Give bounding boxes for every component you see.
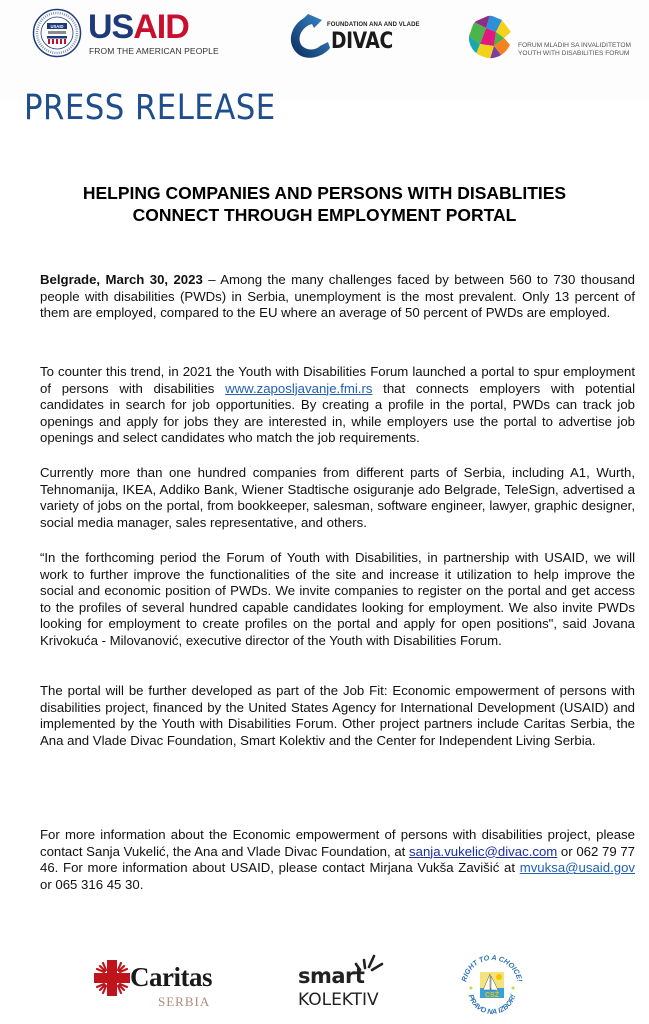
caritas-wordmark: Caritas xyxy=(130,962,212,992)
usaid-word-us: US xyxy=(88,8,134,46)
paragraph-portal-text-2: that connects employers with potential candidates in search for job opportunities. By creating a profile in the portal, PWDs can track job openings and apply for jobs they are interested in, while employers use the portal to advertise job openings and select candidates who match the job requirements. xyxy=(40,380,635,446)
headline-line1: HELPING COMPANIES AND PERSONS WITH DISABLITIES xyxy=(82,183,567,203)
center-independent-living-logo xyxy=(456,950,528,1022)
usaid-seal-icon xyxy=(32,8,82,58)
paragraph-companies: Currently more than one hundred companies from different parts of Serbia, including A1, Wurth, Tehnomanija, IKEA, Addiko Bank, Wiener Stadtische osiguranje ado Belgrade, TeleSign, advertised a variety of jobs on the portal, from bookkeeper, salesman, software engineer, lawyer, graphic designer, social media manager, sales representative, and others. xyxy=(40,465,635,530)
paragraph-contact-text-2: or 062 79 77 46. For more information about USAID, please contact Mirjana Vukša Zavišić at xyxy=(40,843,635,876)
divac-logo-title: DIVAC xyxy=(331,29,393,54)
press-release-label: PRESS RELEASE xyxy=(24,88,276,128)
dateline: Belgrade, March 30, 2023 xyxy=(40,272,203,287)
paragraph-contact xyxy=(40,827,635,893)
usaid-wordmark xyxy=(88,10,189,44)
paragraph-project: The portal will be further developed as part of the Job Fit: Economic empowerment of persons with disabilities project, financed by the United States Agency for International Development (USAID) and implemented by the Youth with Disabilities Forum. Other project partners include Caritas Serbia, the Ana and Vlade Divac Foundation, Smart Kolektiv and the Center for Independent Living Serbia. xyxy=(40,683,635,748)
ydf-logo-line1: FORUM MLADIH SA INVALIDITETOM xyxy=(518,42,631,49)
kolektiv-wordmark: KOLEKTIV xyxy=(298,990,379,1010)
paragraph-intro xyxy=(40,272,635,322)
usaid-logo xyxy=(32,8,219,60)
paragraph-portal xyxy=(40,364,635,447)
smart-wordmark: smart xyxy=(298,964,365,988)
headline-line2: CONNECT THROUGH EMPLOYMENT PORTAL xyxy=(132,205,517,225)
usaid-word-aid: AID xyxy=(133,8,189,46)
paragraph-contact-text-3: or 065 316 45 30. xyxy=(40,876,144,892)
csz-top-arc-text: RIGHT TO A CHOICE! xyxy=(459,952,525,983)
svg-text:USAID: USAID xyxy=(50,24,64,29)
smart-kolektiv-logo xyxy=(296,952,406,1022)
caritas-cross-icon xyxy=(92,958,132,998)
caritas-subtitle: SERBIA xyxy=(158,994,211,1009)
headline xyxy=(20,182,629,226)
youth-disabilities-forum-logo xyxy=(466,12,646,62)
divac-swoosh-icon xyxy=(284,12,334,62)
divac-foundation-logo xyxy=(284,12,420,62)
caritas-serbia-logo xyxy=(92,950,232,1020)
csz-center-text: CSŽ xyxy=(485,992,499,999)
portal-link[interactable]: www.zaposljavanje.fmi.rs xyxy=(225,380,373,396)
colorful-ball-icon xyxy=(466,12,514,62)
ydf-logo-line2: YOUTH WITH DISABILITIES FORUM xyxy=(518,50,630,57)
paragraph-contact-text-1: For more information about the Economic empowerment of persons with disabilities project, please contact Sanja Vukelić, the Ana and Vlade Divac Foundation, at xyxy=(40,827,635,859)
paragraph-intro-text: – Among the many challenges faced by between 560 to 730 thousand people with disabilities (PWDs) in Serbia, unemployment is the most prevalent. Only 13 percent of them are employed, compared to the EU where an average of 50 percent of PWDs are employed. xyxy=(40,272,635,321)
ydf-logo-text xyxy=(518,42,631,58)
email-link-divac[interactable]: sanja.vukelic@divac.com xyxy=(409,843,558,859)
divac-logo-subtitle: FOUNDATION ANA AND VLADE xyxy=(327,22,420,28)
usaid-tagline: FROM THE AMERICAN PEOPLE xyxy=(89,46,219,56)
paragraph-quote: “In the forthcoming period the Forum of Youth with Disabilities, in partnership with USAID, we will work to further improve the functionalities of the site and increase it utilization to help improve the social and economic position of PWDs. We invite companies to register on the portal and get access to the profiles of several hundred capable candidates looking for employment. We also invite PWDs looking for employment to create profiles on the portal and apply for open positions", said Jovana Krivokuća - Milovanović, executive director of the Youth with Disabilities Forum. xyxy=(40,550,635,648)
email-link-usaid[interactable]: mvuksa@usaid.gov xyxy=(519,860,635,876)
paragraph-portal-text-1: To counter this trend, in 2021 the Youth with Disabilities Forum launched a portal to spur employment of persons with disabilities xyxy=(40,364,635,396)
csz-bottom-arc-text: PRAVO NA IZBOR! xyxy=(466,993,518,1017)
